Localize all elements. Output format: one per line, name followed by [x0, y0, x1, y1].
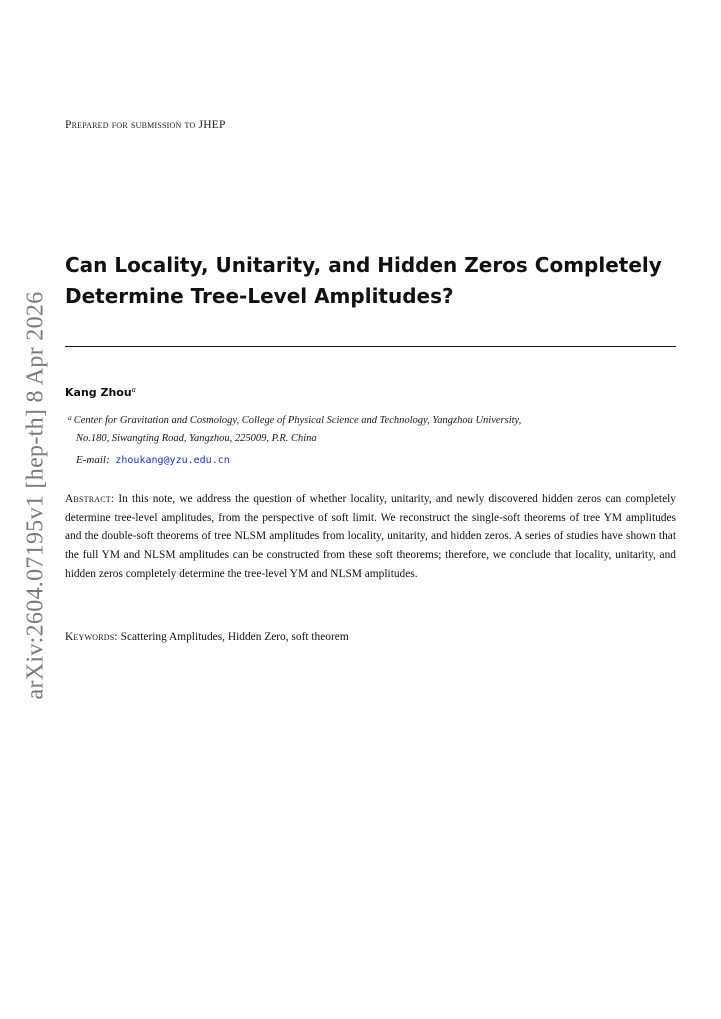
keywords — [65, 628, 676, 646]
paper-title-line-2: Determine Tree-Level Amplitudes? — [65, 284, 454, 308]
abstract-label: Abstract: — [65, 493, 115, 505]
keywords-label: Keywords: — [65, 631, 118, 643]
affiliation-line-1: Center for Gravitation and Cosmology, College of Physical Science and Technology, Yangzhou University, — [73, 415, 522, 426]
email-link[interactable]: zhoukang@yzu.edu.cn — [115, 455, 230, 466]
abstract-text: In this note, we address the question of whether locality, unitarity, and newly discovered hidden zeros can completely determine tree-level amplitudes, from the perspective of soft limit. We reconstruct the single-soft theorems of tree YM amplitudes and the double-soft theorems of tree NLSM amplitudes from locality, unitarity, and hidden zeros. A series of studies have shown that the full YM and NLSM amplitudes can be constructed from these soft theorems; therefore, we conclude that locality, unitarity, and hidden zeros completely determine the tree-level YM and NLSM amplitudes. — [65, 493, 676, 580]
prepared-for-submission: Prepared for submission to JHEP — [65, 119, 226, 131]
author-name: Kang Zhou — [65, 386, 132, 399]
affiliation-line-2: No.180, Siwangting Road, Yangzhou, 225009, P.R. China — [76, 432, 317, 444]
email-label: E-mail: — [76, 454, 110, 466]
affiliation — [68, 409, 668, 447]
title-divider — [65, 346, 676, 347]
author-affiliation-mark: a — [131, 385, 136, 394]
abstract — [65, 490, 676, 584]
affiliation-mark: a — [68, 413, 72, 422]
keywords-text: Scattering Amplitudes, Hidden Zero, soft theorem — [120, 631, 349, 643]
arxiv-side-stamp — [16, 290, 56, 700]
paper-title — [65, 250, 665, 312]
paper-title-line-1: Can Locality, Unitarity, and Hidden Zeros Completely — [65, 253, 662, 277]
author — [65, 385, 136, 399]
arxiv-stamp-text: arXiv:2604.07195v1 [hep-th] 8 Apr 2026 — [22, 290, 49, 700]
email-line — [76, 454, 230, 466]
